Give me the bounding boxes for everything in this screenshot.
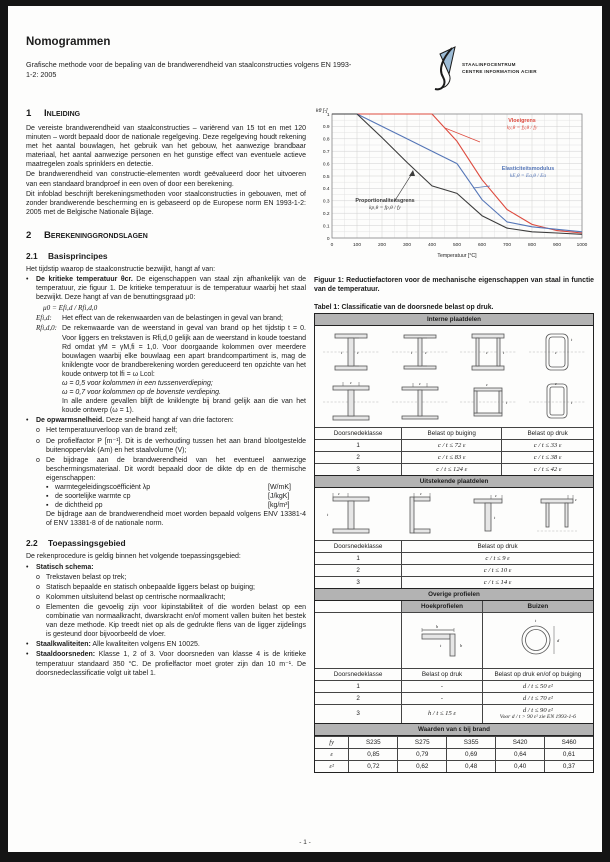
section-2-1-title: Basisprincipes [48,250,108,261]
dim-c-label: c [424,349,427,355]
dim-t-label: t [439,643,442,649]
inleiding-paragraph-1: De vereiste brandwerendheid van staalconstructies – variërend van 15 tot en met 120 minuten – wordt bepaald door de nationale regelgeving. Deze regelgeving houdt rekening met het aantal bouwlagen, het gebruik van het gebouw, het aanwezige brandbaar materiaal, het aantal aanwezige personen en het gunstige effect van eventuele actieve maatregelen zoals sprinklers en detectie. [26,125,306,169]
property-text: de soortelijke warmte cp [55,493,131,501]
limit-value: c / t ≤ 14 ε [401,576,593,588]
dim-t-label: t [570,399,572,405]
limit-value: - [401,680,482,692]
i-section-outstand-icon [321,491,381,537]
staalinfocentrum-logo-icon [428,44,588,98]
uitstekende-diagrams [315,488,593,540]
bullet-text [36,416,306,425]
i-section-welded-icon [390,329,450,375]
figure1-chart [314,106,588,266]
bullet-rest: De eigenschappen van staal zijn afhankelijk van de temperatuur, zie figuur 1. De kritieke temperatuur is de temperatuur waarbij het staal bezwijkt. Deze hangt af van de benuttingsgraad μ0: [36,276,306,302]
svg-text:0.8: 0.8 [322,137,330,143]
inleiding-paragraph-2: De brandwerendheid van constructie-elementen wordt geëvalueerd door het uitvoeren van een standaard brandproef in een oven of door een berekening. [26,171,306,188]
svg-text:700: 700 [502,243,512,248]
property-lambda [46,483,306,492]
rhs-section-portrait-icon [527,378,587,424]
interne-diagrams-row2 [315,378,593,427]
i-section-rolled-icon [321,329,381,375]
limit-value: d / t ≤ 70 ε² [482,692,593,704]
schema-text: Trekstaven belast op trek; [46,573,127,581]
property-rho [46,501,306,510]
section-2-heading [26,230,306,241]
box-section-icon [458,329,518,375]
channel-section-icon [390,491,450,537]
i-section-welded-flange-icon [390,378,450,424]
schema-text: Elementen die gevoelig zijn voor kipinstabiliteit of die worden belast op een combinatie van normaalkracht, dwarskracht en/of moment vallen buiten het bestek van deze methode. Kip treedt niet op als de gedrukte flens van de ligger zijdelings is gesteund door bijvoorbeeld de vloer. [46,603,306,639]
column-header: Belast op druk [401,540,593,552]
table1-caption: Tabel 1: Classificatie van de doorsnede belast op druk. [314,303,494,311]
interne-class-table [315,427,593,475]
bullet-marker: o [36,583,40,591]
column-header: Belast op druk en/of op buiging [482,668,593,680]
dim-t-label: t [327,511,329,517]
tube-diagram-cell [482,612,593,668]
svg-text:0.6: 0.6 [322,162,330,168]
property-unit: [kg/m³] [268,502,290,510]
schema-item-3 [36,593,306,602]
svg-text:600: 600 [477,243,487,248]
steel-grade: S460 [544,736,593,748]
tee-section-icon [458,491,518,537]
dim-c-label: c [574,496,577,502]
class-number: 1 [315,439,401,451]
class-number: 2 [315,451,401,463]
dim-t-label: t [570,336,572,342]
row-label-eps: ε [315,748,348,760]
left-column [26,108,306,678]
bullet-lead: De kritieke temperatuur θcr. [36,276,133,284]
svg-text:1: 1 [326,112,330,118]
omega-rule-3: In alle andere gevallen blijft de kniklengte bij brand gelijk aan die van het koude ontwerp (ω = 1). [62,398,306,415]
column-header: Belast op druk [401,668,482,680]
bullet-kritieke-temperatuur [26,275,306,302]
limit-value: c / t ≤ 72 ε [401,439,501,451]
dim-h-label: h [435,624,439,630]
svg-text:0: 0 [330,243,334,248]
table1-header-interne: Interne plaatdelen [315,314,593,326]
property-unit: [W/mK] [268,484,291,491]
legend-name: Proportionaliteitsgrens [355,198,415,204]
dim-c-label: c [486,349,489,355]
factor-text: De bijdrage aan de brandwerendheid van het eventueel aanwezige beschermingsmateriaal. Dit wordt bepaald door de dikte dp en de thermische eigenschappen: [46,456,306,482]
dim-c-label: c [357,349,360,355]
bullet-marker: o [36,573,40,581]
limit-value: d / t ≤ 50 ε² [482,680,593,692]
limit-value: c / t ≤ 42 ε [501,463,593,475]
page-title: Nomogrammen [26,36,111,48]
limit-value: d / t ≤ 90 ε² [522,706,553,714]
svg-text:0.1: 0.1 [322,224,330,230]
column-header: Belast op druk [501,427,593,439]
bullet-marker: o [36,593,40,601]
dim-c-label: c [418,380,421,386]
dim-c-label: c [419,490,422,496]
basisprincipes-closing: De bijdrage aan de brandwerendheid moet worden bepaald volgens ENV 13381-4 of ENV 13381-8 of de nationale norm. [46,511,306,528]
eps-value: 0,61 [544,748,593,760]
dim-c-label: c [554,349,557,355]
right-column [314,106,594,773]
limit-value: c / t ≤ 83 ε [401,451,501,463]
eps2-value: 0,40 [495,760,544,772]
definition-text: De rekenwaarde van de weerstand in geval van brand op het tijdstip t = 0. Voor liggers en trekstaven is Rfi,d,0 gelijk aan de weerstand in koude toestand Rd omdat γM = γM,fi = 1,0. Voor doorgaande kolommen over meerdere bouwlagen waarbij elke bouwlaag een apart brandcompartiment is, mag de kniklengte voor de brandberekening worden gereduceerd ten opzichte van het koude ontwerp tot lfi = ω Lcol: [62,325,306,378]
legend-formula: kp,θ = fp,θ / fy [369,205,401,212]
bullet-marker: o [36,427,40,435]
page-number: - 1 - [299,839,311,846]
limit-value: c / t ≤ 33 ε [501,439,593,451]
limit-value: c / t ≤ 9 ε [401,552,593,564]
section-1-heading [26,108,306,119]
section-1-number: 1 [26,108,32,119]
svg-text:0.2: 0.2 [322,212,330,217]
logo-line1: STAALINFOCENTRUM [462,62,516,67]
steel-grade: S420 [495,736,544,748]
figure1-caption: Figuur 1: Reductiefactoren voor de mechanische eigenschappen van staal in functie van de temperatuur. [314,277,594,294]
bullet-marker: ▪ [46,502,49,510]
empty-cell [315,612,401,668]
svg-text:kθ [-]: kθ [-] [316,108,328,114]
factor-2 [36,437,306,455]
schema-item-1 [36,573,306,582]
svg-text:500: 500 [452,243,462,248]
section-2-2-title: Toepassingsgebied [48,538,126,549]
dim-t-label: t [410,349,412,355]
dim-c-label: c [350,379,353,385]
factor-text: Het temperatuurverloop van de brand zelf; [46,427,178,435]
class-number: 3 [315,576,401,588]
table1-header-uitstekende: Uitstekende plaatdelen [315,475,593,488]
double-web-section-icon [527,491,587,537]
property-cp [46,492,306,501]
dim-t-label: t [494,514,496,520]
overige-class-table [315,668,593,723]
legend-formula: kE,θ = Ea,θ / Ea [509,173,547,180]
dim-t-label: t [506,399,508,405]
class-number: 2 [315,564,401,576]
section-2-title: Berekeninggrondslagen [44,229,148,241]
i-section-flange-icon [321,378,381,424]
bullet-marker: • [26,563,29,571]
inleiding-paragraph-3: Dit infoblad beschrijft berekeningsmethoden voor staalconstructies in gebouwen, met of zonder brandwerende bescherming en is gebaseerd op de Europese norm EN 1993-1-2: 2005 met de Belgische Nationale Bijlage. [26,190,306,216]
dim-d-label: d [556,638,560,644]
box-section-flange-icon [458,378,518,424]
factor-text: De profielfactor P [m⁻¹]. Dit is de verhouding tussen het aan brand blootgestelde buitenoppervlak (Am) en het staalvolume (V); [46,437,306,454]
definition-term: Rfi,d,0: [36,324,57,333]
dim-t-label: t [534,618,537,624]
uitstekende-class-table [315,540,593,588]
legend-elasticiteitsmodulus [472,166,584,180]
property-text: warmtegeleidingscoëfficiënt λp [55,484,151,491]
omega-rule-1: ω = 0,5 voor kolommen in een tussenverdieping; [62,379,213,387]
eps-value: 0,79 [397,748,446,760]
svg-text:300: 300 [402,243,412,248]
definition-term: Efi,d: [36,314,52,323]
bullet-lead: Staalkwaliteiten: [36,641,91,649]
svg-text:100: 100 [352,243,362,248]
section-1-title: Inleiding [44,108,81,119]
svg-text:400: 400 [427,243,437,248]
overige-col-headers [315,601,593,612]
svg-text:0.3: 0.3 [322,199,330,205]
epsilon-table [315,736,593,772]
bullet-lead: De opwarmsnelheid. [36,417,105,425]
steel-grade: S235 [348,736,397,748]
limit-value: h / t ≤ 15 ε [401,704,482,723]
svg-text:0.7: 0.7 [322,150,330,155]
schema-item-4 [36,603,306,639]
section-2-number: 2 [26,229,32,241]
column-header: Doorsnedeklasse [315,427,401,439]
benuttingsgraad-formula: μ0 = Efi,d / Rfi,d,0 [43,304,98,313]
legend-proportionaliteitsgrens [330,198,440,212]
definition-rfid0 [36,324,306,379]
dim-c-label: c [486,381,489,387]
eps-value: 0,85 [348,748,397,760]
class-number: 3 [315,704,401,723]
eps2-value: 0,72 [348,760,397,772]
column-header: Belast op buiging [401,427,501,439]
bullet-marker: ▪ [46,493,49,501]
basisprincipes-intro: Het tijdstip waarop de staalconstructie bezwijkt, hangt af van: [26,265,216,273]
table1 [314,313,594,773]
bullet-staaldoorsneden [26,650,306,677]
property-unit: [J/kgK] [268,493,290,501]
legend-name: Elasticiteitsmodulus [501,166,555,172]
svg-text:0.5: 0.5 [322,174,330,180]
factor-3 [36,456,306,483]
row-label-fy: fy [315,736,348,748]
bullet-marker: • [26,417,29,425]
circular-tube-icon [506,616,570,664]
limit-value: - [401,692,482,704]
svg-text:0.9: 0.9 [322,125,330,131]
dim-c-label: c [554,380,557,386]
steel-grade: S275 [397,736,446,748]
bullet-statisch-schema [26,563,306,572]
table1-header-overige: Overige profielen [315,588,593,601]
angle-diagram-cell [401,612,482,668]
schema-item-2 [36,583,306,592]
logo-line2: CENTRE INFORMATION ACIER [462,69,537,74]
dim-b-label: b [459,643,463,649]
interne-diagrams-row1 [315,326,593,378]
bullet-rest: Klasse 1, 2 of 3. Voor doorsneden van klasse 4 is de kritieke temperatuur standaard 350 °C. De profielfactor moet groter zijn dan 10 m⁻¹. De doorsnedeclassificatie volgt uit tabel 1. [36,651,306,677]
page-subtitle: Grafische methode voor de bepaling van de brandwerendheid van staalconstructies volgens EN 1993-1-2: 2005 [26,60,352,79]
legend-formula: ky,θ = fy,θ / fy [506,125,538,132]
section-2-1-heading [26,251,306,261]
dim-t-label: t [341,349,343,355]
class-number: 1 [315,552,401,564]
bullet-text [36,650,306,677]
dim-c-label: c [495,492,498,498]
bullet-rest: Deze snelheid hangt af van drie factoren: [106,417,234,425]
column-header: Doorsnedeklasse [315,668,401,680]
legend-name: Vloeigrens [508,118,536,124]
schema-text: Statisch bepaalde en statisch onbepaalde liggers belast op buiging; [46,583,255,591]
svg-text:Temperatuur [°C]: Temperatuur [°C] [437,253,477,259]
eps2-value: 0,62 [397,760,446,772]
svg-text:1000: 1000 [576,243,588,248]
column-header-buizen: Buizen [482,601,593,612]
eps-value: 0,64 [495,748,544,760]
bullet-text [36,275,306,302]
svg-text:900: 900 [552,243,562,248]
class-number: 1 [315,680,401,692]
bullet-marker: ▪ [46,484,49,491]
bullet-staalkwaliteiten [26,640,306,649]
angle-section-icon [412,616,472,664]
class-number: 2 [315,692,401,704]
limit-value: c / t ≤ 124 ε [401,463,501,475]
limit-value: c / t ≤ 10 ε [401,564,593,576]
bullet-marker: • [26,641,29,649]
factor-1 [36,426,306,435]
bullet-rest: Alle kwaliteiten volgens EN 10025. [92,641,200,649]
dim-c-label: c [338,490,341,496]
overige-diagrams [315,612,593,668]
bullet-opwarmsnelheid [26,416,306,425]
column-header: Doorsnedeklasse [315,540,401,552]
bullet-marker: • [26,651,29,659]
svg-text:200: 200 [377,243,387,248]
class-number: 3 [315,463,401,475]
bullet-lead: Statisch schema: [36,563,94,571]
steel-grade: S355 [446,736,495,748]
schema-text: Kolommen uitsluitend belast op centrische normaalkracht; [46,593,226,601]
svg-text:0: 0 [326,236,330,242]
limit-value: c / t ≤ 38 ε [501,451,593,463]
bullet-text [36,640,306,649]
toepassingsgebied-intro: De rekenprocedure is geldig binnen het volgende toepassingsgebied: [26,553,241,561]
section-2-2-heading [26,538,306,548]
property-text: de dichtheid ρp [55,502,103,510]
table1-header-epsilon: Waarden van ε bij brand [315,723,593,736]
row-label-eps2: ε² [315,760,348,772]
tube-note: Voor d / t > 90 ε² zie EN 1993-1-6 [499,713,576,720]
dim-t-label: t [503,349,505,355]
eps2-value: 0,48 [446,760,495,772]
definition-text: Het effect van de rekenwaarden van de belastingen in geval van brand; [62,315,283,323]
column-header-hoekprofielen: Hoekprofielen [401,601,482,612]
definition-efid [36,314,306,323]
rhs-section-icon [527,329,587,375]
svg-text:0.4: 0.4 [322,187,330,193]
section-2-1-number: 2.1 [26,250,38,261]
omega-rule-2: ω = 0,7 voor kolommen op de bovenste verdieping. [62,389,221,397]
empty-cell [315,601,401,612]
limit-value-with-note [482,704,593,723]
eps2-value: 0,37 [544,760,593,772]
bullet-marker: o [36,456,40,464]
svg-text:800: 800 [527,243,537,248]
bullet-marker: o [36,603,40,611]
legend-vloeigrens [466,118,578,132]
eps-value: 0,69 [446,748,495,760]
bullet-marker: • [26,276,29,284]
section-2-2-number: 2.2 [26,538,38,549]
page-sheet [8,6,602,852]
bullet-lead: Staaldoorsneden: [36,651,96,659]
bullet-marker: o [36,437,40,445]
